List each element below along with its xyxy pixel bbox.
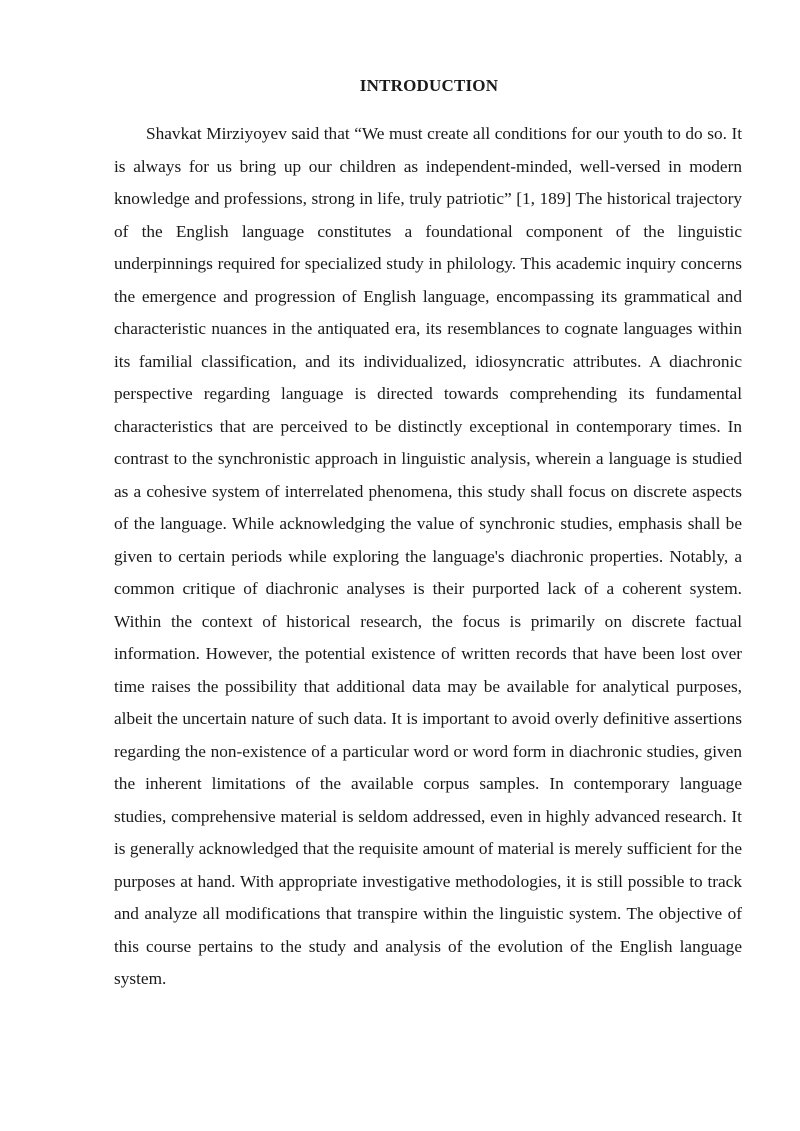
page-title: INTRODUCTION: [359, 76, 499, 95]
body-paragraph: Shavkat Mirziyoyev said that “We must create all conditions for our youth to do so. It is always for us bring up our children as independent-minded, well-versed in modern knowledge and professions, strong in life, truly patriotic” [1, 189] The historical trajectory of the English language constitutes a foundational component of the linguistic underpinnings required for specialized study in philology. This academic inquiry concerns the emergence and progression of English language, encompassing its grammatical and characteristic nuances in the antiquated era, its resemblances to cognate languages within its familial classification, and its individualized, idiosyncratic attributes. A diachronic perspective regarding language is directed towards comprehending its fundamental characteristics that are perceived to be distinctly exceptional in contemporary times. In contrast to the synchronistic approach in linguistic analysis, wherein a language is studied as a cohesive system of interrelated phenomena, this study shall focus on discrete aspects of the language. While acknowledging the value of synchronic studies, emphasis shall be given to certain periods while exploring the language's diachronic properties. Notably, a common critique of diachronic analyses is their purported lack of a coherent system. Within the context of historical research, the focus is primarily on discrete factual information. However, the potential existence of written records that have been lost over time raises the possibility that additional data may be available for analytical purposes, albeit the uncertain nature of such data. It is important to avoid overly definitive assertions regarding the non-existence of a particular word or word form in diachronic studies, given the inherent limitations of the available corpus samples. In contemporary language studies, comprehensive material is seldom addressed, even in highly advanced research. It is generally acknowledged that the requisite amount of material is merely sufficient for the purposes at hand. With appropriate investigative methodologies, it is still possible to track and analyze all modifications that transpire within the linguistic system. The objective of this course pertains to the study and analysis of the evolution of the English language system.: [114, 124, 742, 988]
